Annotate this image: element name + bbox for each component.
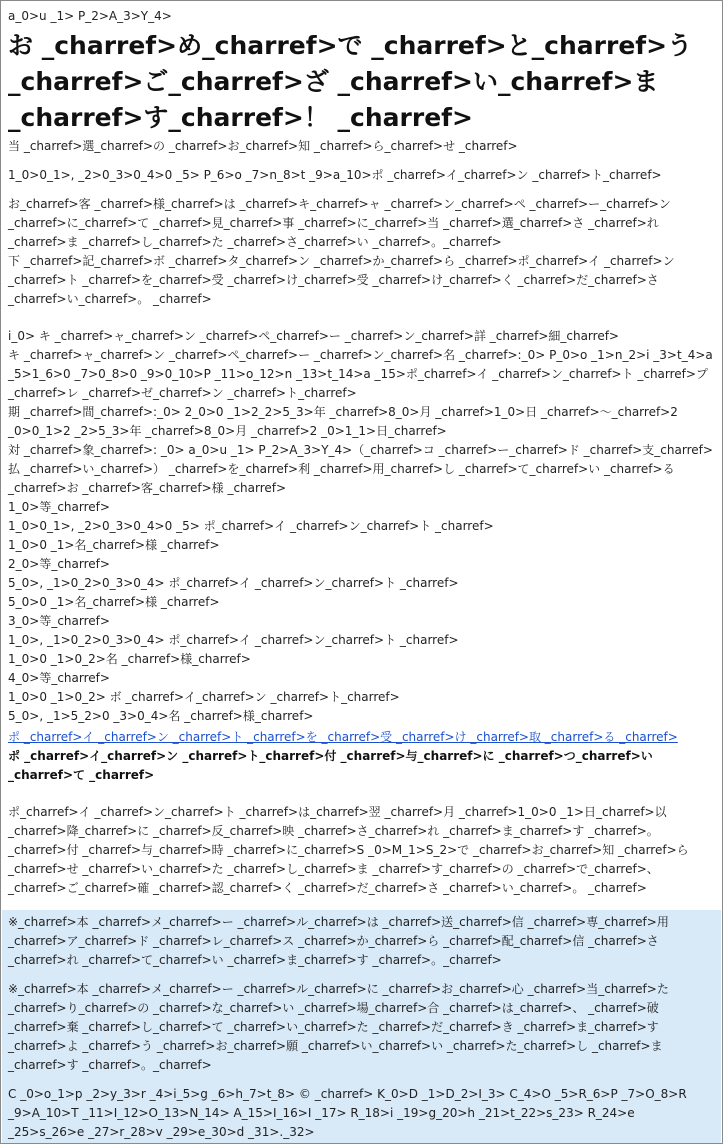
notice-discard: ※_charref>本 _charref>メ_charref>ー _charref>ル_charref>に _charref>お_charref>心 _charref>当_charref>た _charref>り_charref>の _charref>な_charref>い _charref>場_charref>合 _charref>は_charref>、 _charref>破_charref>棄 _charref>し_charref>て _charref>い_charref>た _charref>だ_charref>き _charref>ま_charref>す _charref>よ _charref>う _charref>お_charref>願 _charref>い_charref>い _charref>た_charref>し _charref>ま_charref>す _charref>。_charref> [8, 982, 669, 1072]
prize-item: 5_0>, _1>0_2>0_3>0_4> ポ_charref>イ _charref>ン_charref>ト _charref> [8, 576, 459, 590]
points-grant-info: ポ_charref>イ _charref>ン_charref>ト _charref>は_charref>翌 _charref>月 _charref>1_0>0 _1>日_charref>以 _charref>降_charref>に _charref>反_charref>映 _charref>さ_charref>れ _charref>ま_charref>す _charref>。_charref>付 _charref>与_charref>時 _charref>に_charref>S _0>M_1>S_2>で _charref>お_charref>知 _charref>ら_charref>せ _charref>い_charref>た _charref>し_charref>ま _charref>す_charref>の _charref>で_charref>、 _charref>ご_charref>確 _charref>認_charref>く _charref>だ_charref>さ _charref>い_charref>。 _charref> [8, 805, 689, 895]
prize-item: 5_0>, _1>5_2>0 _3>0_4>名 _charref>様_charref> [8, 709, 314, 723]
code-line: a_0>u _1> P_2>A_3>Y_4> [8, 9, 172, 23]
points-grant-heading: ポ _charref>イ_charref>ン _charref>ト_charref>付 _charref>与_charref>に _charref>つ_charref>い _charref>て _charref> [8, 749, 653, 782]
announcement-label: 当 _charref>選_charref>の _charref>お_charref>知 _charref>ら_charref>せ _charref> [8, 139, 518, 153]
prize-item: 3_0>等_charref> [8, 614, 110, 628]
receive-points-link[interactable]: ポ _charref>イ _charref>ン _charref>ト _charref>を _charref>受 _charref>け _charref>取 _charref>る _charref> [8, 730, 678, 744]
points-amount-line: 1_0>0_1>, _2>0_3>0_4>0 _5> P_6>o _7>n_8>t _9>a_10>ポ _charref>イ_charref>ン _charref>ト_charref> [8, 168, 662, 182]
campaign-details [8, 327, 721, 785]
prize-item: 1_0>, _1>0_2>0_3>0_4> ポ_charref>イ _charref>ン_charref>ト _charref> [8, 633, 459, 647]
prize-item: 1_0>0 _1>名_charref>様 _charref> [8, 538, 220, 552]
prize-item: 4_0>等_charref> [8, 671, 110, 685]
prize-item: 5_0>0 _1>名_charref>様 _charref> [8, 595, 220, 609]
details-heading: i_0> キ _charref>ャ_charref>ン _charref>ペ_charref>ー _charref>ン_charref>詳 _charref>細_charref> [8, 329, 619, 343]
prize-item: 1_0>0 _1>0_2> ボ _charref>イ_charref>ン _charref>ト_charref> [8, 690, 400, 704]
instruction-message: 下 _charref>記_charref>ボ _charref>タ_charref>ン _charref>か_charref>ら _charref>ポ_charref>イ _charref>ン _charref>ト _charref>を_charref>受 _charref>け_charref>受 _charref>け_charref>く _charref>だ_charref>さ _charref>い_charref>。 _charref> [8, 254, 675, 306]
winner-message: お_charref>客 _charref>様_charref>は _charref>キ_charref>ャ _charref>ン_charref>ペ _charref>ー_charref>ン _charref>に_charref>て _charref>見_charref>事 _charref>に_charref>当 _charref>選_charref>さ _charref>れ_charref>ま _charref>し_charref>た _charref>さ_charref>い _charref>。_charref> [8, 197, 671, 249]
notice-sender-only: ※_charref>本 _charref>メ_charref>ー _charref>ル_charref>は _charref>送_charref>信 _charref>専_charref>用 _charref>ア_charref>ド _charref>レ_charref>ス _charref>か_charref>ら _charref>配_charref>信 _charref>さ_charref>れ _charref>て_charref>い _charref>ま_charref>す _charref>。_charref> [8, 915, 669, 967]
campaign-period: 期 _charref>間_charref>:_0> 2_0>0 _1>2_2>5_3>年 _charref>8_0>月 _charref>1_0>日 _charref>～_charref>2 _0>0_1>2 _2>5_3>年 _charref>8_0>月 _charref>2 _0>1_1>日_charref> [8, 405, 678, 438]
campaign-name: キ _charref>ャ_charref>ン _charref>ペ_charref>ー _charref>ン_charref>名 _charref>:_0> P_0>o _1>n_2>i _3>t_4>a _5>1_6>0 _7>0_8>0 _9>0_10>P _11>o_12>n _13>t_14>a _15>ポ_charref>イ _charref>ン_charref>ト _charref>プ _charref>レ _charref>ゼ_charref>ン _charref>ト_charref> [8, 348, 713, 400]
copyright: C _0>o_1>p _2>y_3>r _4>i_5>g _6>h_7>t_8> © _charref> K_0>D _1>D_2>I_3> C_4>O _5>R_6>P _7>O_8>R _9>A_10>T _11>I_12>O_13>N_14> A_15>I_16>I _17> R_18>i _19>g_20>h _21>t_22>s_23> R_24>e _25>s_26>e _27>r_28>v _29>e_30>d _31>._32> [8, 1087, 687, 1139]
prize-item: 2_0>等_charref> [8, 557, 110, 571]
campaign-target: 対 _charref>象_charref>: _0> a_0>u _1> P_2>A_3>Y_4>（_charref>コ _charref>ー_charref>ド _charref>支_charref>払 _charref>い_charref>） _charref>を_charref>利 _charref>用_charref>し _charref>て_charref>い _charref>る_charref>お _charref>客_charref>様 _charref> [8, 443, 713, 495]
prize-item: 1_0>等_charref> [8, 500, 110, 514]
page-title: お _charref>め_charref>で _charref>と_charref>う _charref>ご_charref>ざ _charref>い_charref>ま _charref>す_charref>！ _charref> [8, 31, 693, 132]
prize-item: 1_0>0 _1>0_2>名 _charref>様_charref> [8, 652, 251, 666]
prize-item: 1_0>0_1>, _2>0_3>0_4>0 _5> ポ_charref>イ _charref>ン_charref>ト _charref> [8, 519, 494, 533]
notice-box [2, 910, 721, 1144]
